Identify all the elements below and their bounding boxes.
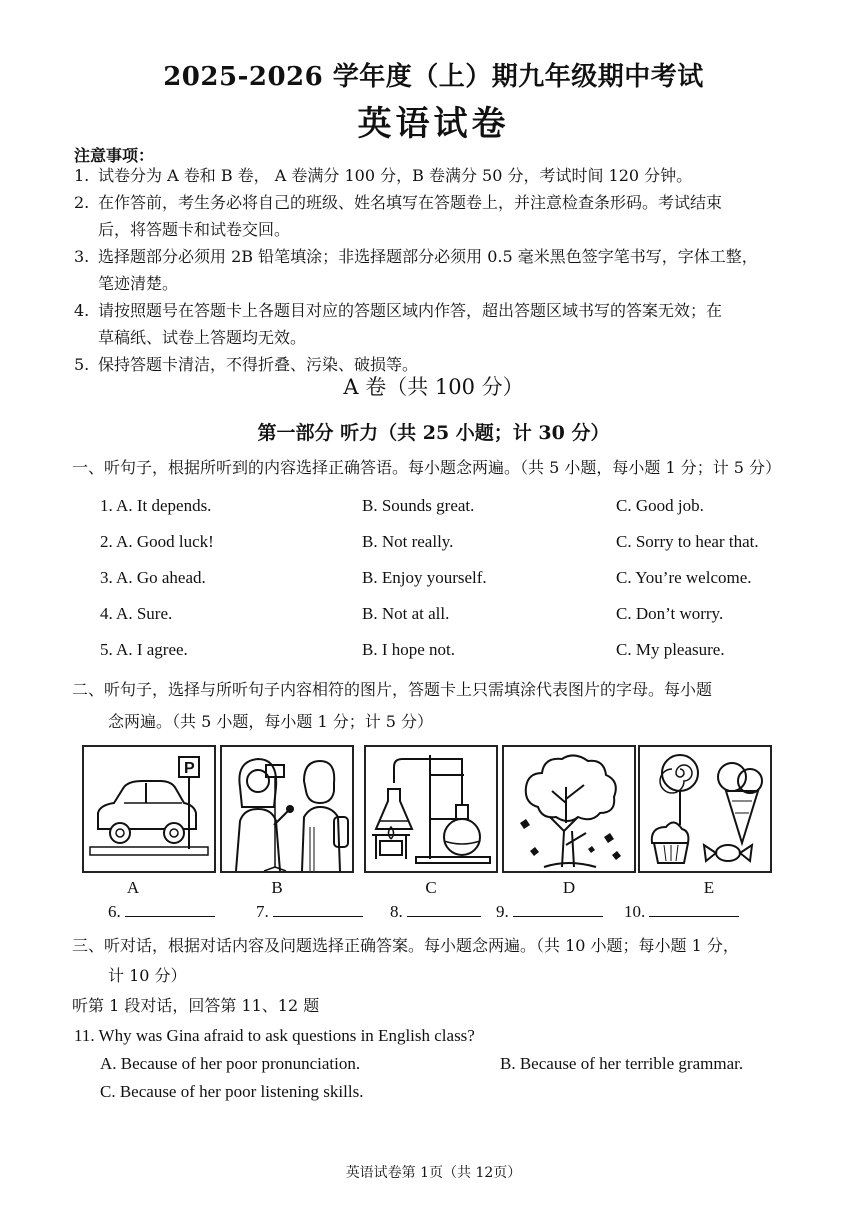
q3-heading-line2: 计 10 分） (108, 966, 187, 985)
picture-label-e: E (703, 878, 715, 897)
autumn-tree-icon (504, 747, 634, 871)
q1-option: B. Enjoy yourself. (362, 568, 487, 587)
q1-option: 2. A. Good luck! (100, 532, 214, 551)
notice-item-4: 4. 请按照题号在答题卡上各题目对应的答题区域内作答，超出答题区域书写的答案无效；在 (74, 301, 723, 320)
q2-heading-line2: 念两遍。（共 5 小题，每小题 1 分；计 5 分） (108, 712, 434, 731)
notice-item-2-cont: 后，将答题卡和试卷交回。 (98, 220, 291, 239)
notice-item-2: 2. 在作答前，考生务必将自己的班级、姓名填写在答题卷上，并注意检查条形码。考试结束 (74, 193, 723, 212)
question-11-option-c: C. Because of her poor listening skills. (100, 1082, 364, 1101)
car-parking-icon (84, 747, 214, 871)
notice-item-3-cont: 笔迹清楚。 (98, 274, 179, 293)
sweets-icon (640, 747, 770, 871)
q1-option: 5. A. I agree. (100, 640, 188, 659)
lab-equipment-icon (366, 747, 496, 871)
q1-option: C. Sorry to hear that. (616, 532, 759, 551)
question-11-option-b: B. Because of her terrible grammar. (500, 1054, 744, 1073)
q2-heading-line1: 二、听句子，选择与所听句子内容相符的图片，答题卡上只需填涂代表图片的字母。每小题 (72, 680, 713, 699)
question-11: 11. Why was Gina afraid to ask questions in English class? (74, 1026, 475, 1045)
q1-option: B. I hope not. (362, 640, 456, 659)
answer-blank-8[interactable]: 8. (390, 902, 481, 922)
notice-item-3: 3. 选择题部分必须用 2B 铅笔填涂；非选择题部分必须用 0.5 毫米黑色签字笔书写，字体工整， (74, 247, 758, 266)
exam-title: 2025-2026 学年度（上）期九年级期中考试 (163, 62, 704, 92)
answer-blank-10[interactable]: 10. (624, 902, 739, 922)
answer-blank-7[interactable]: 7. (256, 902, 363, 922)
page-footer: 英语试卷第 1页（共 12页） (345, 1165, 522, 1181)
picture-d (502, 745, 636, 873)
part1-title: 第一部分 听力（共 25 小题；计 30 分） (257, 422, 610, 444)
picture-e (638, 745, 772, 873)
answer-blank-9[interactable]: 9. (496, 902, 603, 922)
picture-label-b: B (271, 878, 283, 897)
subject-title: 英语试卷 (357, 104, 510, 144)
q1-option: 4. A. Sure. (100, 604, 173, 623)
picture-label-a: A (126, 878, 140, 897)
q1-heading: 一、听句子，根据所听到的内容选择正确答语。每小题念两遍。（共 5 小题，每小题 1 分；计 5 分） (72, 458, 782, 477)
q3-sub-heading: 听第 1 段对话，回答第 11、12 题 (72, 996, 320, 1015)
q1-option: C. Don’t worry. (616, 604, 724, 623)
q1-option: 3. A. Go ahead. (100, 568, 206, 587)
q1-option: B. Not at all. (362, 604, 450, 623)
question-11-option-a: A. Because of her poor pronunciation. (100, 1054, 361, 1073)
q1-option: C. You’re welcome. (616, 568, 752, 587)
q3-heading-line1: 三、听对话，根据对话内容及问题选择正确答案。每小题念两遍。（共 10 小题；每小题 1 分， (72, 936, 739, 955)
picture-label-c: C (425, 878, 437, 897)
answer-blank-6[interactable]: 6. (108, 902, 215, 922)
q1-option: B. Sounds great. (362, 496, 475, 515)
interview-icon (222, 747, 352, 871)
q1-option: C. My pleasure. (616, 640, 725, 659)
parking-sign-letter: P (184, 760, 195, 777)
notice-item-1: 1. 试卷分为 A 卷和 B 卷， A 卷满分 100 分，B 卷满分 50 分，考试时间 120 分钟。 (74, 166, 693, 185)
section-a-title: A 卷（共 100 分） (343, 375, 524, 399)
notice-list (74, 162, 814, 378)
picture-b (220, 745, 354, 873)
q1-option: 1. A. It depends. (100, 496, 212, 515)
picture-label-d: D (562, 878, 576, 897)
q1-option: C. Good job. (616, 496, 704, 515)
picture-c (364, 745, 498, 873)
notice-item-4-cont: 草稿纸、试卷上答题均无效。 (98, 328, 307, 347)
notice-heading: 注意事项： (74, 146, 155, 165)
notice-item-5: 5. 保持答题卡清洁，不得折叠、污染、破损等。 (74, 355, 419, 374)
q1-option: B. Not really. (362, 532, 454, 551)
picture-a (82, 745, 216, 873)
